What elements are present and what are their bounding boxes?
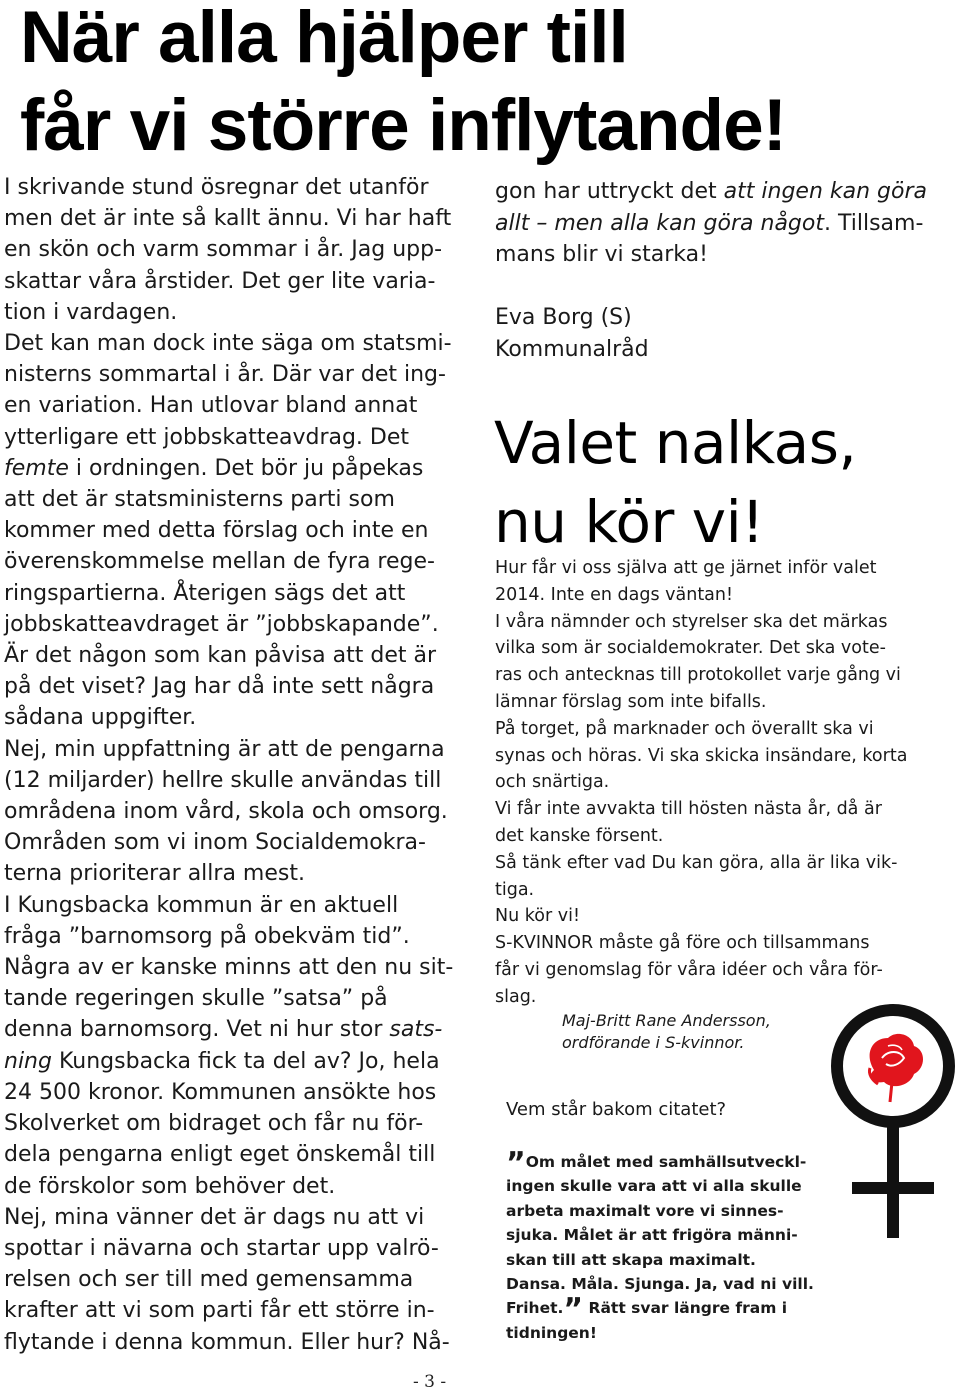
text-line: I skrivande stund ösregnar det utanför — [4, 175, 429, 200]
text-line: skan till att skapa maximalt. — [506, 1250, 756, 1269]
text-line: vilka som är socialdemokrater. Det ska vote- — [495, 638, 886, 659]
author-name: Maj-Britt Rane Andersson, — [562, 1011, 771, 1030]
section-headline — [494, 404, 856, 562]
text-fragment: Frihet. — [506, 1299, 564, 1318]
text-line: ringspartierna. Återigen sägs det att — [4, 580, 406, 606]
text-fragment: . Tillsam- — [823, 210, 924, 236]
text-line: relsen och ser till med gemensamma — [4, 1267, 414, 1293]
italic-word: ning — [4, 1048, 52, 1074]
text-line: ras och antecknas till protokollet varje gång vi — [495, 665, 901, 686]
rose-venus-symbol-icon — [830, 1004, 956, 1245]
text-line: det kanske försent. — [495, 825, 664, 846]
text-line: krafter att vi som parti får ett större in- — [4, 1298, 435, 1324]
text-line: S-KVINNOR måste gå före och tillsammans — [495, 933, 870, 954]
text-line: sjuka. Målet är att frigöra männi- — [506, 1226, 798, 1245]
text-line — [4, 1046, 474, 1077]
text-line: att det är statsministerns parti som — [4, 487, 395, 513]
signature-name: Eva Borg (S) — [495, 305, 632, 330]
text-fragment: i ordningen. Det bör ju påpekas — [68, 455, 424, 481]
text-line: överenskommelse mellan de fyra rege- — [4, 549, 435, 575]
text-line: får vi genomslag för våra idéer och våra för- — [495, 959, 883, 980]
text-line: tiga. — [495, 879, 535, 900]
text-line: spottar i nävarna och startar upp valrö- — [4, 1235, 439, 1261]
text-fragment: Rätt svar längre fram i — [583, 1299, 788, 1318]
author-role: ordförande i S-kvinnor. — [562, 1033, 745, 1052]
article-continuation — [495, 176, 955, 271]
headline-line-1: Valet nalkas, — [494, 409, 857, 477]
text-line: I Kungsbacka kommun är en aktuell — [4, 892, 399, 918]
text-line: Hur får vi oss själva att ge järnet inför valet — [495, 558, 877, 578]
text-line: områdena inom vård, skola och omsorg. — [4, 799, 448, 825]
text-line: ingen skulle vara att vi alla skulle — [506, 1177, 802, 1196]
quote-text — [506, 1146, 814, 1345]
text-line: nisterns sommartal i år. Där var det ing- — [4, 362, 446, 388]
rose-icon — [869, 1034, 923, 1102]
title-line-2: får vi större inflytande! — [20, 85, 787, 166]
text-line: sådana uppgifter. — [4, 705, 197, 731]
signature-block — [495, 302, 649, 365]
text-fragment: denna barnomsorg. Vet ni hur stor — [4, 1017, 390, 1043]
text-line: Skolverket om bidraget och får nu för- — [4, 1111, 424, 1137]
left-column-article — [4, 172, 474, 1358]
text-line — [4, 1014, 474, 1045]
text-line: terna prioriterar allra mest. — [4, 861, 305, 887]
close-quote-mark: ” — [563, 1292, 584, 1328]
text-line: (12 miljarder) hellre skulle användas till — [4, 767, 442, 793]
page-number: - 3 - — [413, 1372, 447, 1392]
text-fragment: gon har uttryckt det — [495, 179, 724, 204]
text-line — [495, 176, 955, 208]
text-line: en variation. Han utlovar bland annat — [4, 393, 418, 419]
text-line: slag. — [495, 986, 537, 1007]
signature-role: Kommunalråd — [495, 336, 649, 362]
text-line: Områden som vi inom Socialdemokra- — [4, 830, 426, 856]
text-line: synas och höras. Vi ska skicka insändare, korta — [495, 745, 908, 766]
text-line: ytterligare ett jobbskatteavdrag. Det — [4, 424, 410, 450]
text-line: en skön och varm sommar i år. Jag upp- — [4, 237, 443, 263]
text-line: Några av er kanske minns att den nu sit- — [4, 955, 454, 981]
text-line — [506, 1292, 814, 1328]
text-line: och snärtiga. — [495, 772, 610, 793]
text-line: skattar våra årstider. Det ger lite varia- — [4, 268, 436, 294]
text-line: tion i vardagen. — [4, 299, 178, 325]
text-line: kommer med detta förslag och inte en — [4, 518, 429, 544]
text-line: 24 500 kronor. Kommunen ansökte hos — [4, 1079, 437, 1105]
italic-word: sats- — [389, 1017, 443, 1043]
text-line: dela pengarna enligt eget önskemål till — [4, 1142, 436, 1168]
text-line: de förskolor som behöver det. — [4, 1173, 336, 1199]
right-column-article — [495, 555, 907, 1011]
text-line: tande regeringen skulle ”satsa” på — [4, 986, 388, 1012]
italic-phrase: allt – men alla kan göra något — [495, 210, 824, 236]
author-byline — [562, 1010, 771, 1054]
text-line: Så tänk efter vad Du kan göra, alla är lika vik- — [495, 852, 898, 873]
text-line: 2014. Inte en dags väntan! — [495, 584, 734, 605]
text-line: på det viset? Jag har då inte sett några — [4, 674, 435, 700]
headline-line-2: nu kör vi! — [494, 488, 764, 556]
text-fragment: Kungsbacka fick ta del av? Jo, hela — [51, 1048, 440, 1074]
page-title — [20, 0, 786, 170]
text-line: mans blir vi starka! — [495, 242, 708, 267]
text-line: Nej, mina vänner det är dags nu att vi — [4, 1204, 425, 1230]
text-line: Nu kör vi! — [495, 906, 580, 927]
text-line: Är det någon som kan påvisa att det är — [4, 643, 436, 669]
text-line: men det är inte så kallt ännu. Vi har haft — [4, 206, 452, 232]
text-line — [4, 453, 474, 484]
text-line: jobbskatteavdraget är ”jobbskapande”. — [4, 611, 439, 637]
text-line: Vi får inte avvakta till hösten nästa år, då är — [495, 799, 882, 820]
text-line: På torget, på marknader och överallt ska vi — [495, 718, 874, 739]
title-line-1: När alla hjälper till — [20, 0, 628, 78]
italic-phrase: att ingen kan göra — [723, 179, 927, 204]
text-line: lämnar förslag som inte bifalls. — [495, 691, 767, 712]
text-line — [495, 208, 955, 240]
text-line — [506, 1146, 814, 1181]
text-line: Nej, min uppfattning är att de pengarna — [4, 736, 445, 762]
text-line: flytande i denna kommun. Eller hur? Nå- — [4, 1329, 450, 1355]
text-line: Det kan man dock inte säga om statsmi- — [4, 331, 452, 357]
text-line: fråga ”barnomsorg på obekväm tid”. — [4, 923, 410, 949]
text-line: tidningen! — [506, 1323, 597, 1342]
text-fragment: Om målet med samhällsutveckl- — [525, 1153, 807, 1171]
text-line: I våra nämnder och styrelser ska det märkas — [495, 611, 888, 632]
text-line: arbeta maximalt vore vi sinnes- — [506, 1201, 784, 1220]
italic-word: femte — [4, 455, 69, 481]
text-line: Dansa. Måla. Sjunga. Ja, vad ni vill. — [506, 1275, 814, 1294]
open-quote-mark: ” — [506, 1146, 526, 1181]
quote-question: Vem står bakom citatet? — [506, 1099, 727, 1120]
